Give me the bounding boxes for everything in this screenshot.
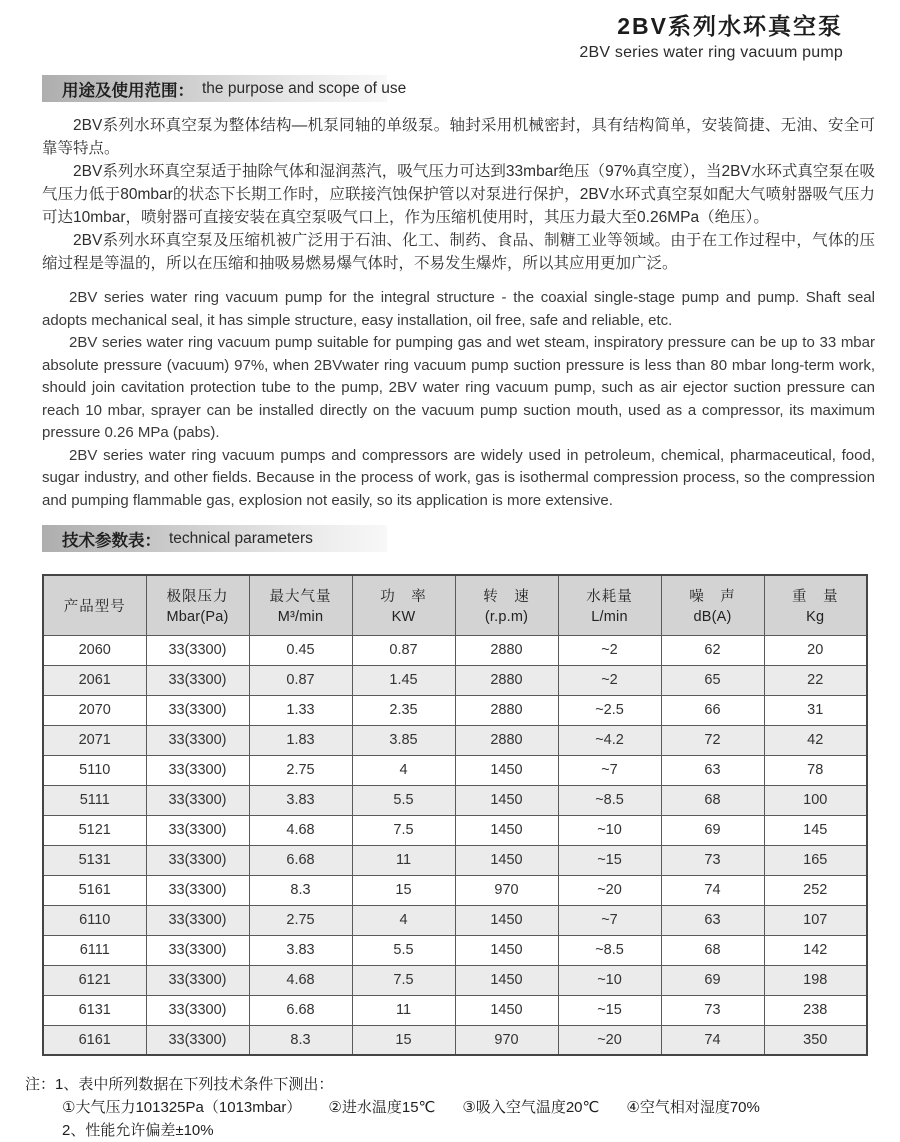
table-header-cell: 极限压力 Mbar(Pa) — [146, 575, 249, 635]
table-cell: ~20 — [558, 1025, 661, 1055]
table-row — [43, 635, 867, 665]
table-cell: 1450 — [455, 965, 558, 995]
table-cell: 33(3300) — [146, 635, 249, 665]
table-cell: 33(3300) — [146, 845, 249, 875]
table-cell: 63 — [661, 905, 764, 935]
table-cell: 1.33 — [249, 695, 352, 725]
footnote-line-2: 2、性能允许偏差±10% — [62, 1122, 214, 1139]
table-cell: 68 — [661, 935, 764, 965]
paragraph-en: 2BV series water ring vacuum pump suitable for pumping gas and wet steam, inspiratory pressure can be up to 33 mbar absolute pressure (vacuum) 97%, when 2BVwater ring vacuum pump suction pressure is less than 80 mbar long-term work, should join cavitation protection tube to the pump, 2BV water ring vacuum pump, such as air ejector suction pressure can reach 10 mbar, sprayer can be installed directly on the vacuum pump suction mouth, used as a compressor, its maximum pressure 0.26 MPa (pabs). — [42, 334, 875, 441]
table-cell: 6111 — [43, 935, 146, 965]
title-block — [0, 8, 900, 62]
table-header-cell: 最大气量 M³/min — [249, 575, 352, 635]
footnotes — [25, 1073, 880, 1142]
table-cell: ~7 — [558, 755, 661, 785]
table-cell: ~15 — [558, 995, 661, 1025]
table-cell: 107 — [764, 905, 867, 935]
table-row — [43, 725, 867, 755]
table-row — [43, 845, 867, 875]
table-cell: ~4.2 — [558, 725, 661, 755]
paragraph-cn: 2BV系列水环真空泵为整体结构—机泵同轴的单级泵。轴封采用机械密封，具有结构简单，安装简捷、无油、安全可靠等特点。 — [42, 117, 875, 157]
table-cell: 165 — [764, 845, 867, 875]
table-cell: 69 — [661, 815, 764, 845]
table-cell: ~2.5 — [558, 695, 661, 725]
table-cell: 68 — [661, 785, 764, 815]
section-heading-purpose — [42, 75, 407, 102]
table-cell: 5161 — [43, 875, 146, 905]
note-conditions — [62, 1096, 880, 1119]
table-cell: 0.87 — [352, 635, 455, 665]
table-cell: 1450 — [455, 935, 558, 965]
table-cell: 73 — [661, 995, 764, 1025]
table-cell: 33(3300) — [146, 965, 249, 995]
table-cell: 198 — [764, 965, 867, 995]
table-cell: 7.5 — [352, 965, 455, 995]
table-cell: 62 — [661, 635, 764, 665]
table-cell: 3.83 — [249, 785, 352, 815]
table-cell: 6.68 — [249, 995, 352, 1025]
table-cell: 3.83 — [249, 935, 352, 965]
table-header-cell: 产品型号 — [43, 575, 146, 635]
table-cell: 33(3300) — [146, 665, 249, 695]
table-row — [43, 905, 867, 935]
table-cell: 33(3300) — [146, 755, 249, 785]
table-cell: 3.85 — [352, 725, 455, 755]
table-cell: 100 — [764, 785, 867, 815]
section-heading-purpose-cn: 用途及使用范围： — [62, 81, 194, 100]
table-cell: ~2 — [558, 635, 661, 665]
table-cell: 4.68 — [249, 965, 352, 995]
table-cell: 33(3300) — [146, 905, 249, 935]
note-condition-item: ②进水温度15℃ — [328, 1099, 436, 1116]
footnote-condition-intro: 1、表中所列数据在下列技术条件下测出： — [55, 1076, 334, 1093]
table-cell: 31 — [764, 695, 867, 725]
table-cell: 8.3 — [249, 1025, 352, 1055]
table-cell: ~7 — [558, 905, 661, 935]
table-cell: 5131 — [43, 845, 146, 875]
table-cell: 6.68 — [249, 845, 352, 875]
table-cell: 11 — [352, 995, 455, 1025]
table-cell: ~2 — [558, 665, 661, 695]
table-row — [43, 815, 867, 845]
table-cell: 5121 — [43, 815, 146, 845]
table-header-cell: 功 率 KW — [352, 575, 455, 635]
section-heading-parameters-en: technical parameters — [169, 529, 313, 547]
table-cell: 33(3300) — [146, 875, 249, 905]
table-cell: 4.68 — [249, 815, 352, 845]
paragraph-en: 2BV series water ring vacuum pump for the integral structure - the coaxial single-stage pump and pump. Shaft seal adopts mechanical seal, it has simple structure, easy installation, oil free, safe and reliable, etc. — [42, 289, 875, 329]
table-row — [43, 665, 867, 695]
table-cell: 8.3 — [249, 875, 352, 905]
table-cell: ~8.5 — [558, 935, 661, 965]
table-cell: 970 — [455, 1025, 558, 1055]
table-cell: 2880 — [455, 725, 558, 755]
table-cell: 74 — [661, 1025, 764, 1055]
table-cell: 33(3300) — [146, 725, 249, 755]
table-cell: 1.83 — [249, 725, 352, 755]
table-body — [43, 635, 867, 1055]
table-cell: 0.87 — [249, 665, 352, 695]
table-cell: 1450 — [455, 785, 558, 815]
table-cell: 2.75 — [249, 755, 352, 785]
table-cell: 33(3300) — [146, 935, 249, 965]
footnote-prefix: 注： — [25, 1076, 56, 1093]
table-header-row — [43, 575, 867, 635]
table-cell: 1450 — [455, 905, 558, 935]
table-cell: 20 — [764, 635, 867, 665]
table-cell: 22 — [764, 665, 867, 695]
table-cell: 15 — [352, 875, 455, 905]
table-cell: 1450 — [455, 755, 558, 785]
table-cell: 66 — [661, 695, 764, 725]
table-cell: ~15 — [558, 845, 661, 875]
table-header-cell: 重 量 Kg — [764, 575, 867, 635]
table-cell: 350 — [764, 1025, 867, 1055]
page-title-en: 2BV series water ring vacuum pump — [579, 44, 843, 61]
table-cell: 74 — [661, 875, 764, 905]
table-cell: 7.5 — [352, 815, 455, 845]
table-cell: 2061 — [43, 665, 146, 695]
note-condition-item: ①大气压力101325Pa（1013mbar） — [62, 1099, 302, 1116]
table-cell: 78 — [764, 755, 867, 785]
table-cell: 6121 — [43, 965, 146, 995]
table-header-cell: 转 速 (r.p.m) — [455, 575, 558, 635]
table-row — [43, 695, 867, 725]
table-head — [43, 575, 867, 635]
table-cell: 2.75 — [249, 905, 352, 935]
table-cell: 33(3300) — [146, 785, 249, 815]
table-cell: 1450 — [455, 995, 558, 1025]
section-heading-parameters-cn: 技术参数表： — [62, 531, 161, 550]
technical-parameters-table — [42, 574, 868, 1056]
table-cell: 33(3300) — [146, 1025, 249, 1055]
paragraph-en: 2BV series water ring vacuum pumps and compressors are widely used in petroleum, chemical, pharmaceutical, food, sugar industry, and other fields. Because in the process of work, gas is isothermal compression process, so the compression and pumping flammable gas, explosion not easily, so its application is more extensive. — [42, 446, 875, 509]
note-condition-item: ④空气相对湿度70% — [626, 1099, 760, 1116]
table-cell: ~20 — [558, 875, 661, 905]
table-cell: 0.45 — [249, 635, 352, 665]
table-cell: ~8.5 — [558, 785, 661, 815]
table-cell: 2.35 — [352, 695, 455, 725]
paragraph-cn: 2BV系列水环真空泵适于抽除气体和湿润蒸汽，吸气压力可达到33mbar绝压（97%真空度），当2BV水环式真空泵在吸气压力低于80mbar的状态下长期工作时，应联接汽蚀保护管以对泵进行保护，2BV水环式真空泵如配大气喷射器吸气压力可达10mbar，喷射器可直接安装在真空泵吸气口上，作为压缩机使用时，其压力最大至0.26MPa（绝压）。 — [42, 163, 875, 226]
table-cell: 142 — [764, 935, 867, 965]
table-row — [43, 875, 867, 905]
table-cell: 5110 — [43, 755, 146, 785]
table-cell: 145 — [764, 815, 867, 845]
table-cell: 6131 — [43, 995, 146, 1025]
table-cell: 5.5 — [352, 935, 455, 965]
table-cell: 1.45 — [352, 665, 455, 695]
table-cell: 238 — [764, 995, 867, 1025]
table-cell: 33(3300) — [146, 995, 249, 1025]
table-cell: 2880 — [455, 695, 558, 725]
table-cell: ~10 — [558, 965, 661, 995]
table-cell: 2071 — [43, 725, 146, 755]
table-row — [43, 995, 867, 1025]
table-cell: 4 — [352, 905, 455, 935]
purpose-paragraphs-cn — [42, 114, 875, 275]
table-cell: 33(3300) — [146, 815, 249, 845]
table-cell: 63 — [661, 755, 764, 785]
table-cell: 73 — [661, 845, 764, 875]
table-row — [43, 965, 867, 995]
table-cell: 2070 — [43, 695, 146, 725]
table-cell: 33(3300) — [146, 695, 249, 725]
paragraph-cn: 2BV系列水环真空泵及压缩机被广泛用于石油、化工、制药、食品、制糖工业等领域。由于在工作过程中，气体的压缩过程是等温的，所以在压缩和抽吸易燃易爆气体时，不易发生爆炸，所以其应用更加广泛。 — [42, 232, 875, 272]
table-header-cell: 水耗量 L/min — [558, 575, 661, 635]
table-cell: 2880 — [455, 635, 558, 665]
table-cell: 2880 — [455, 665, 558, 695]
footnote-line-1 — [25, 1073, 880, 1096]
table-cell: 69 — [661, 965, 764, 995]
table-cell: 72 — [661, 725, 764, 755]
section-heading-parameters — [42, 525, 387, 552]
table-cell: 2060 — [43, 635, 146, 665]
table-cell: 15 — [352, 1025, 455, 1055]
note-condition-item: ③吸入空气温度20℃ — [462, 1099, 600, 1116]
table-cell: 252 — [764, 875, 867, 905]
table-cell: ~10 — [558, 815, 661, 845]
table-cell: 6110 — [43, 905, 146, 935]
table-row — [43, 935, 867, 965]
table-cell: 42 — [764, 725, 867, 755]
table-row — [43, 785, 867, 815]
table-row — [43, 755, 867, 785]
section-heading-purpose-en: the purpose and scope of use — [202, 79, 407, 97]
table-cell: 970 — [455, 875, 558, 905]
table-row — [43, 1025, 867, 1055]
page-title-cn: 2BV系列水环真空泵 — [617, 13, 843, 39]
table-cell: 5111 — [43, 785, 146, 815]
table-cell: 4 — [352, 755, 455, 785]
table-cell: 5.5 — [352, 785, 455, 815]
table-cell: 1450 — [455, 845, 558, 875]
table-cell: 1450 — [455, 815, 558, 845]
table-cell: 6161 — [43, 1025, 146, 1055]
table-cell: 11 — [352, 845, 455, 875]
table-cell: 65 — [661, 665, 764, 695]
table-header-cell: 噪 声 dB(A) — [661, 575, 764, 635]
purpose-paragraphs-en — [42, 287, 875, 512]
